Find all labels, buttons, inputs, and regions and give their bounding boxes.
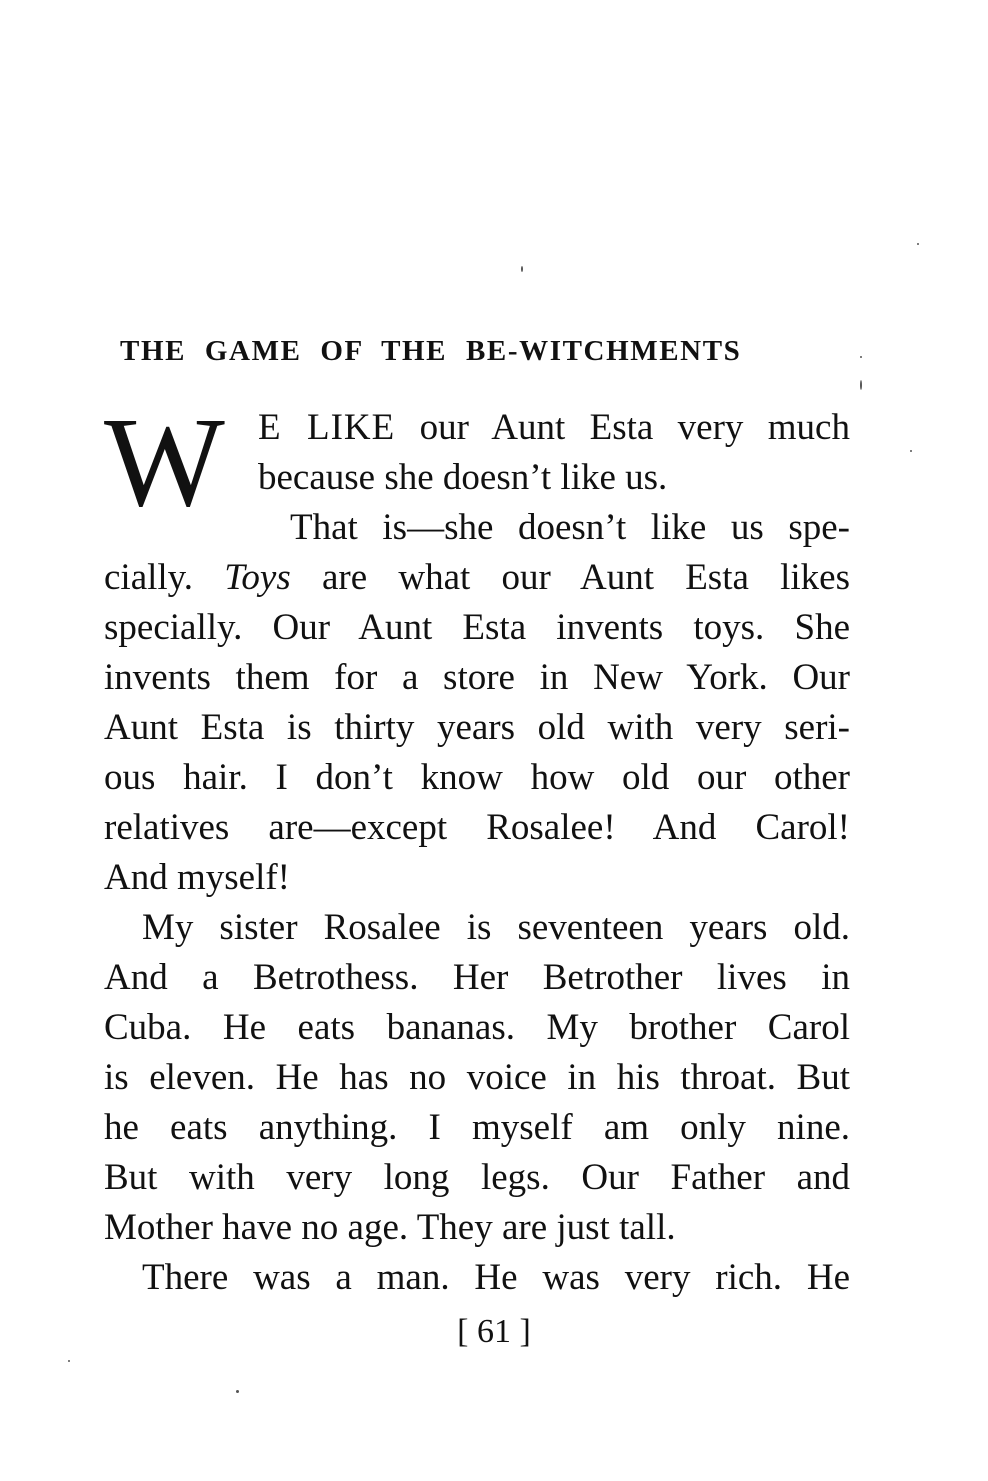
text-run: our Aunt Esta very much bbox=[395, 407, 850, 448]
text-line bbox=[104, 803, 850, 853]
text-line bbox=[104, 703, 850, 753]
text-run: ous hair. I don’t know how old our other bbox=[104, 757, 850, 798]
text-line bbox=[104, 853, 850, 903]
print-speck bbox=[521, 266, 523, 272]
text-run: That is—she doesn’t like us spe- bbox=[290, 507, 850, 548]
text-line bbox=[104, 1103, 850, 1153]
print-speck bbox=[917, 243, 919, 245]
text-run: There was a man. He was very rich. He bbox=[142, 1257, 850, 1298]
text-line bbox=[104, 653, 850, 703]
text-line bbox=[104, 503, 850, 553]
text-run: Mother have no age. They are just tall. bbox=[104, 1207, 676, 1248]
text-run: is eleven. He has no voice in his throat. But bbox=[104, 1057, 850, 1098]
text-run: And a Betrothess. Her Betrother lives in bbox=[104, 957, 850, 998]
text-run: E LIKE bbox=[258, 407, 396, 448]
page-number: [ 61 ] bbox=[457, 1313, 531, 1350]
text-line bbox=[104, 1153, 850, 1203]
text-run: Toys bbox=[224, 557, 291, 598]
text-run: cially. bbox=[104, 557, 225, 598]
print-speck bbox=[860, 380, 862, 390]
text-run: because she doesn’t like us. bbox=[258, 457, 668, 498]
text-run: But with very long legs. Our Father and bbox=[104, 1157, 850, 1198]
print-speck bbox=[236, 1390, 239, 1393]
text-line bbox=[104, 903, 850, 953]
print-speck bbox=[68, 1360, 70, 1362]
text-run: are what our Aunt Esta likes bbox=[290, 557, 851, 598]
body-text bbox=[104, 403, 850, 1303]
text-run: invents them for a store in New York. Our bbox=[104, 657, 850, 698]
text-run: Cuba. He eats bananas. My brother Carol bbox=[104, 1007, 850, 1048]
text-run: he eats anything. I myself am only nine. bbox=[104, 1107, 850, 1148]
text-line bbox=[104, 953, 850, 1003]
drop-cap: W bbox=[104, 391, 221, 533]
text-run: My sister Rosalee is seventeen years old. bbox=[142, 907, 850, 948]
text-line bbox=[104, 1253, 850, 1303]
print-speck bbox=[860, 356, 862, 358]
chapter-title: THE GAME OF THE BE-WITCHMENTS bbox=[120, 335, 742, 367]
text-line bbox=[104, 403, 850, 453]
text-line bbox=[104, 1003, 850, 1053]
text-line bbox=[104, 1203, 850, 1253]
text-run: relatives are—except Rosalee! And Carol! bbox=[104, 807, 850, 848]
text-run: Aunt Esta is thirty years old with very seri- bbox=[104, 707, 850, 748]
text-line bbox=[104, 553, 850, 603]
text-run: specially. Our Aunt Esta invents toys. She bbox=[104, 607, 850, 648]
print-speck bbox=[910, 450, 912, 452]
text-line bbox=[104, 753, 850, 803]
text-line bbox=[104, 453, 850, 503]
text-line bbox=[104, 603, 850, 653]
text-line bbox=[104, 1053, 850, 1103]
text-run: And myself! bbox=[104, 857, 290, 898]
